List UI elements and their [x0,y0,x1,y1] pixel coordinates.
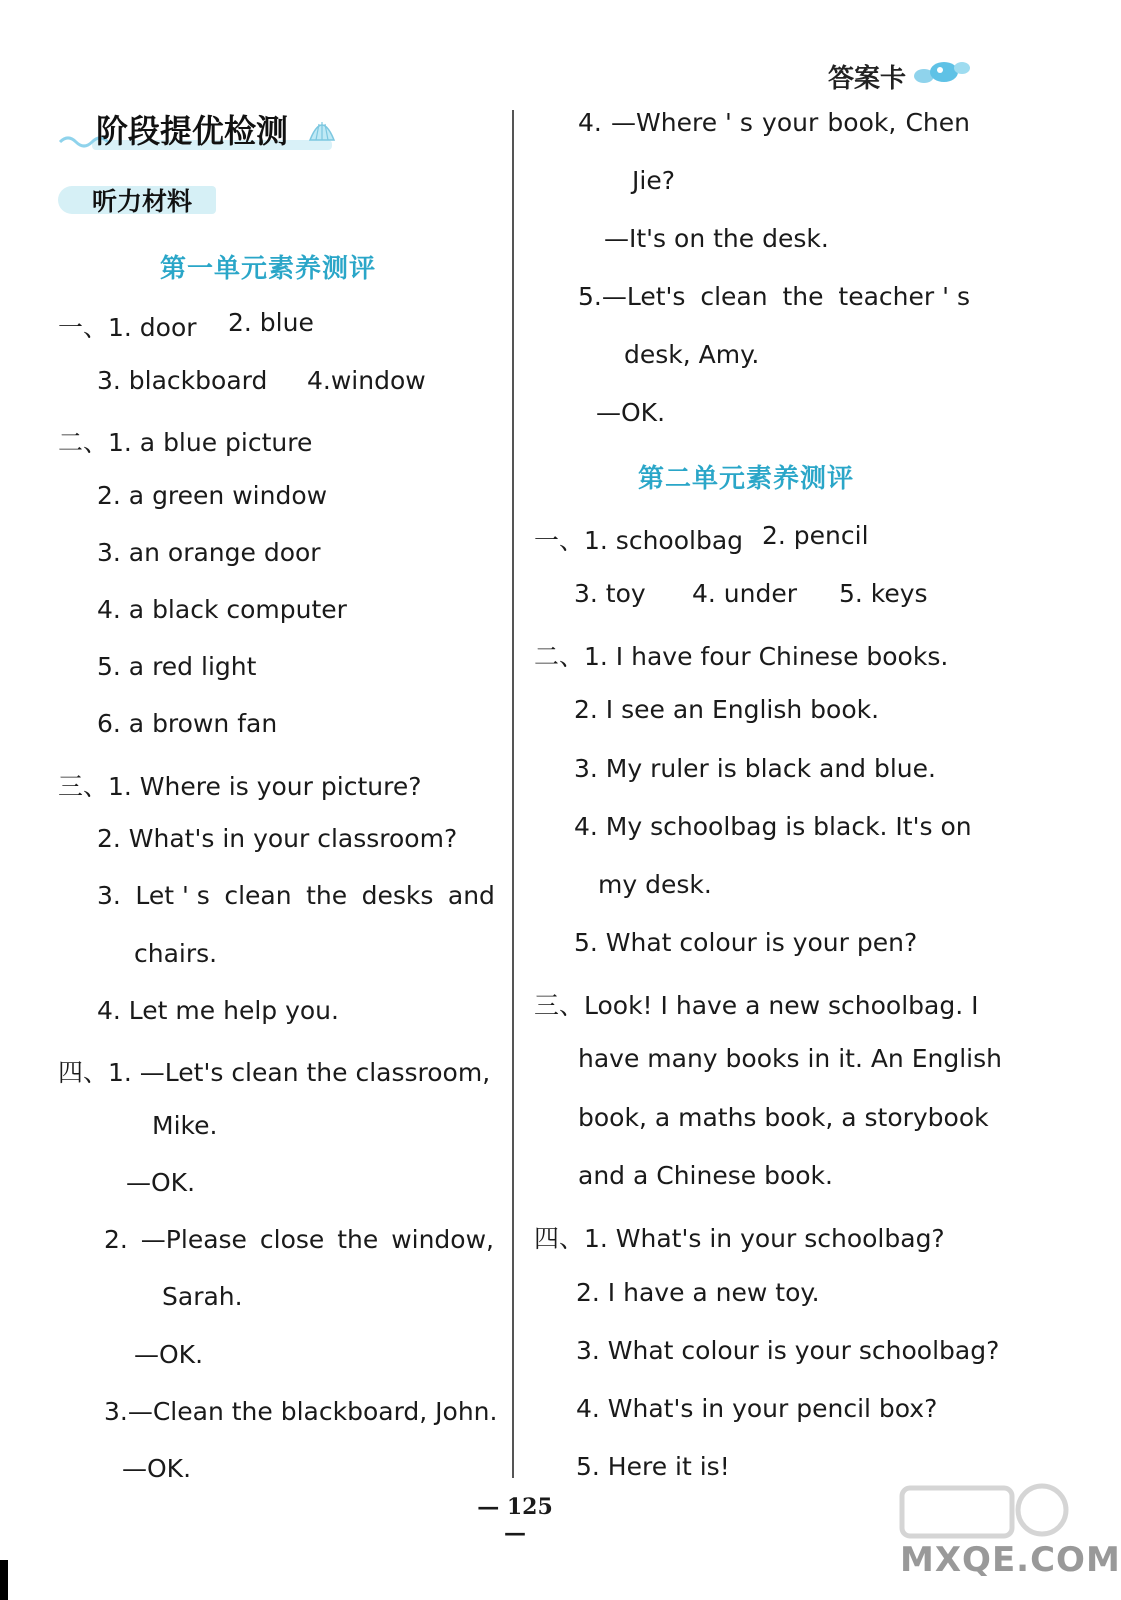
unit2-part2-line5: 5. What colour is your pen? [574,928,918,957]
unit1-part4-line1-reply: —OK. [126,1168,196,1197]
unit1-part4-line2-reply: —OK. [134,1340,204,1369]
word: 4. [578,108,602,137]
word: desks [361,881,434,910]
unit2-part3-line4: and a Chinese book. [578,1161,833,1190]
word: and [447,881,495,910]
unit2-part3-line3: book, a maths book, a storybook [578,1103,989,1132]
unit1-part4-line5-reply: —OK. [596,398,666,427]
unit1-part4-line5 [578,282,970,311]
unit1-part4-line4 [578,108,970,137]
unit1-part4-line2 [104,1225,494,1254]
unit1-part2-item: 4. a black computer [97,595,347,624]
word: 2. [104,1225,128,1254]
unit2-part3-line2: have many books in it. An English [578,1044,1002,1073]
unit1-part2-item: 3. an orange door [97,538,321,567]
unit1-part3-line3-cont: chairs. [134,939,218,968]
unit1-part4-line4-reply: —It's on the desk. [604,224,829,253]
word: your [762,108,819,137]
unit1-part3-item: 2. What's in your classroom? [97,824,458,853]
unit2-heading: 第二单元素养测评 [638,464,855,494]
scan-edge-mark [0,1560,8,1600]
unit1-part4-line3: 3.—Clean the blackboard, John. [104,1397,498,1426]
unit2-part1-line1-a: 一、1. schoolbag [534,526,744,555]
unit2-part4-item: 3. What colour is your schoolbag? [576,1336,1000,1365]
unit2-part4-item: 四、1. What's in your schoolbag? [534,1224,945,1253]
column-divider [512,110,514,1478]
word: Let ' s [135,881,210,910]
word: —Please [140,1225,247,1254]
answer-card-label: 答案卡 [828,64,907,94]
unit1-part3-line4: 4. Let me help you. [97,996,339,1025]
unit1-part2-item: 2. a green window [97,481,328,510]
unit2-part2-line4-cont: my desk. [598,870,712,899]
page-number: — 125 — [477,1494,553,1546]
word: the [782,282,824,311]
unit1-part4-line3-reply: —OK. [122,1454,192,1483]
unit1-part1-line2-b: 4.window [307,366,426,395]
word: close [259,1225,325,1254]
unit2-part3-line1: 三、Look! I have a new schoolbag. I [534,991,979,1020]
word: clean [224,881,292,910]
unit2-part2-item: 3. My ruler is black and blue. [574,754,936,783]
unit1-part4-line1-cont: Mike. [152,1111,218,1140]
section-title: 阶段提优检测 [96,112,289,150]
word: window, [391,1225,494,1254]
unit2-part4-item: 5. Here it is! [576,1452,730,1481]
unit1-part4-line5-cont: desk, Amy. [624,340,760,369]
watermark-text: MXQE.COM [900,1540,1121,1580]
unit2-part1-line2-a: 3. toy [574,579,646,608]
unit1-part2-item: 5. a red light [97,652,257,681]
word: book, [827,108,897,137]
word: teacher ' s [838,282,970,311]
word: the [337,1225,379,1254]
unit2-part4-item: 2. I have a new toy. [576,1278,820,1307]
unit2-part1-line1-b: 2. pencil [762,521,869,550]
unit1-part1-line2-a: 3. blackboard [97,366,268,395]
unit2-part4-item: 4. What's in your pencil box? [576,1394,938,1423]
unit1-part4-line4-cont: Jie? [632,166,675,195]
word: 5.—Let's [578,282,686,311]
word: Chen [905,108,970,137]
unit2-part2-item: 2. I see an English book. [574,695,880,724]
unit1-part2-item: 二、1. a blue picture [58,428,313,457]
unit1-part1-line1-b: 2. blue [228,308,314,337]
unit2-part2-item: 二、1. I have four Chinese books. [534,642,949,671]
word: clean [700,282,768,311]
listening-material-title: 听力材料 [92,187,193,216]
unit1-part2-item: 6. a brown fan [97,709,278,738]
unit2-part1-line2-c: 5. keys [839,579,928,608]
unit1-part4-line1: 四、1. —Let's clean the classroom, [58,1058,491,1087]
unit2-part2-line4: 4. My schoolbag is black. It's on [574,812,972,841]
shell-decoration-icon [910,54,972,90]
unit1-heading: 第一单元素养测评 [160,254,377,284]
unit1-part1-line1-a: 一、1. door [58,313,197,342]
unit2-part1-line2-b: 4. under [692,579,798,608]
unit1-part3-line3 [97,881,495,910]
word: the [306,881,348,910]
word: —Where ' s [611,108,753,137]
word: 3. [97,881,121,910]
unit1-part3-item: 三、1. Where is your picture? [58,772,422,801]
unit1-part4-line2-cont: Sarah. [162,1282,243,1311]
seashell-icon [306,114,338,146]
